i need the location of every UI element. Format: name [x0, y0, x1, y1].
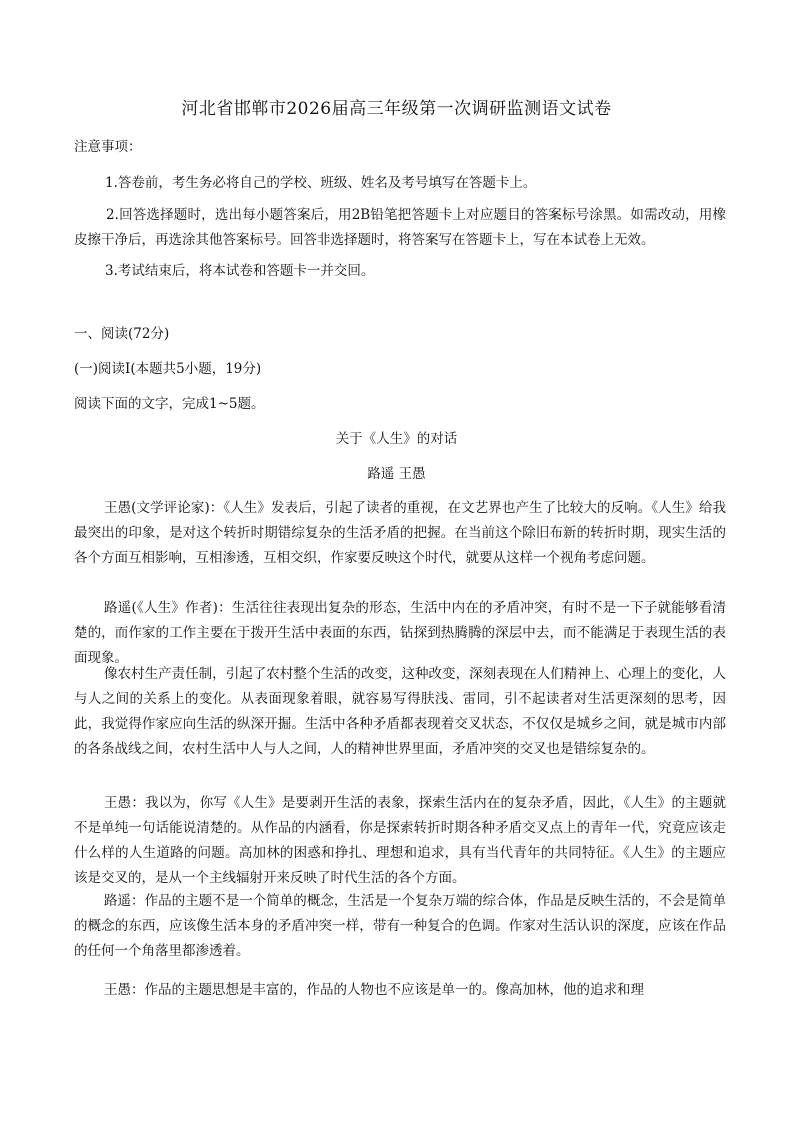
article-paragraph-6: 王愚：作品的主题思想是丰富的，作品的人物也不应该是单一的。像高加林，他的追求和理 [104, 982, 644, 998]
page-title: 河北省邯郸市2026届高三年级第一次调研监测语文试卷 [181, 99, 612, 119]
article-paragraph-1: 王愚(文学评论家)：《人生》发表后，引起了读者的重视，在文艺界也产生了比较大的反响。《人生》给我最突出的印象，是对这个转折时期错综复杂的生活矛盾的把握。在当前这个除旧布新的转折时期，现实生活的各个方面互相影响，互相渗透，互相交织，作家要反映这个时代，就要从这样一个视角考虑问题。 [74, 500, 726, 566]
article-paragraph-4: 王愚：我以为，你写《人生》是要剥开生活的表象，探索生活内在的复杂矛盾，因此，《人生》的主题就不是单纯一句话能说清楚的。从作品的内涵看，你是探索转折时期各种矛盾交叉点上的青年一代，究竟应该走什么样的人生道路的问题。高加林的困惑和挣扎、理想和追求，具有当代青年的共同特征。《人生》的主题应该是交叉的，是从一个主线辐射开来反映了时代生活的各个方面。 [74, 795, 726, 886]
section-heading: 一、阅读(72分) [74, 326, 170, 342]
article-title: 关于《人生》的对话 [335, 431, 458, 447]
article-paragraph-5: 路遥：作品的主题不是一个简单的概念，生活是一个复杂万端的综合体，作品是反映生活的，不会是简单的概念的东西，应该像生活本身的矛盾冲突一样，带有一种复合的色调。作家对生活认识的深度，应该在作品的任何一个角落里都渗透着。 [74, 893, 726, 959]
article-paragraph-2: 路遥(《人生》作者)：生活往往表现出复杂的形态，生活中内在的矛盾冲突，有时不是一下子就能够看清楚的，而作家的工作主要在于拨开生活中表面的东西，钻探到热腾腾的深层中去，而不能满足于表现生活的表面现象。 [74, 600, 726, 666]
notice-item-3: 3.考试结束后，将本试卷和答题卡一并交回。 [105, 263, 375, 279]
notice-item-2: 2.回答选择题时，选出每小题答案后，用2B铅笔把答题卡上对应题目的答案标号涂黑。如需改动，用橡皮擦干净后，再选涂其他答案标号。回答非选择题时，将答案写在答题卡上，写在本试卷上无效。 [74, 207, 726, 248]
section-instruction: 阅读下面的文字，完成1~5题。 [74, 396, 265, 412]
notice-heading: 注意事项： [74, 139, 142, 155]
section-subheading: (一)阅读Ⅰ(本题共5小题，19分) [74, 361, 262, 377]
article-paragraph-3: 像农村生产责任制，引起了农村整个生活的改变，这种改变，深刻表现在人们精神上、心理上的变化，人与人之间的关系上的变化。从表面现象着眼，就容易写得肤浅、雷同，引不起读者对生活更深刻的思考，因此，我觉得作家应向生活的纵深开掘。生活中各种矛盾都表现着交叉状态，不仅仅是城乡之间，就是城市内部的各条战线之间，农村生活中人与人之间，人的精神世界里面，矛盾冲突的交叉也是错综复杂的。 [74, 666, 726, 757]
article-authors: 路遥 王愚 [367, 466, 426, 482]
notice-item-1: 1.答卷前，考生务必将自己的学校、班级、姓名及考号填写在答题卡上。 [105, 175, 537, 191]
